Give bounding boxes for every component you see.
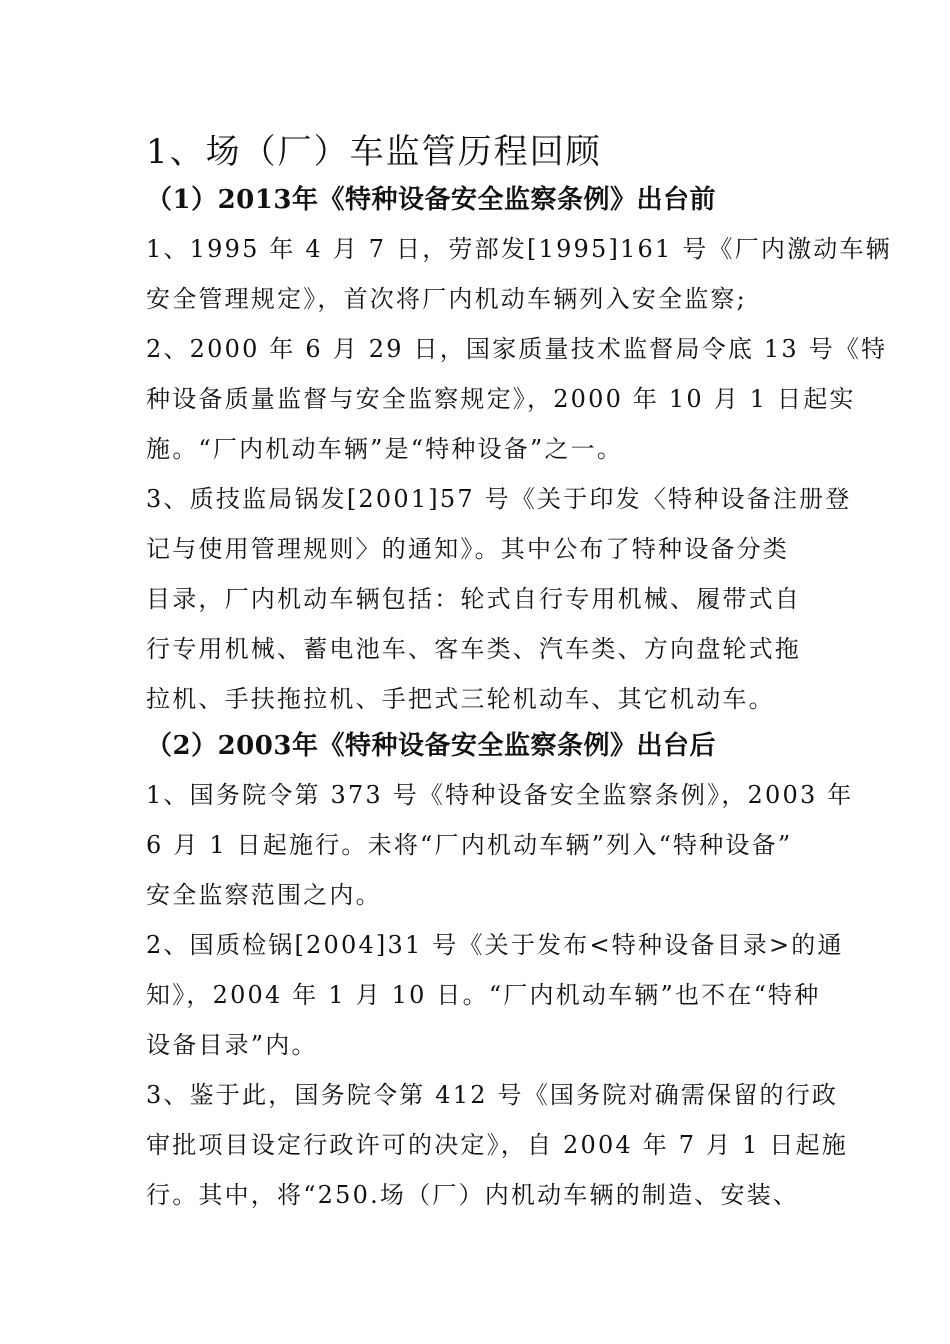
document-body [146,128,892,1220]
text-line: 目录，厂内机动车辆包括：轮式自行专用机械、履带式自 [146,585,801,613]
text-line: 施。“厂内机动车辆”是“特种设备”之一。 [146,435,624,463]
text-line: 拉机、手扶拖拉机、手把式三轮机动车、其它机动车。 [146,685,775,713]
paragraph-2-1 [146,770,854,920]
text-line: 安全监察范围之内。 [146,881,382,909]
text-line: 2、国质检锅[2004]31 号《关于发布<特种设备目录>的通 [146,931,844,959]
text-line: 知》，2004 年 1 月 10 日。“厂内机动车辆”也不在“特种 [146,981,821,1009]
text-line: 审批项目设定行政许可的决定》，自 2004 年 7 月 1 日起施 [146,1131,848,1159]
section-heading-2: （2）2003年《特种设备安全监察条例》出台后 [146,731,716,761]
text-line: 行。其中，将“250.场（厂）内机动车辆的制造、安装、 [146,1181,800,1209]
text-line: 2、2000 年 6 月 29 日，国家质量技术监督局令底 13 号《特 [146,335,888,363]
text-line: 设备目录”内。 [146,1031,318,1059]
text-line: 1、国务院令第 373 号《特种设备安全监察条例》，2003 年 [146,781,854,809]
text-line: 3、鉴于此，国务院令第 412 号《国务院对确需保留的行政 [146,1081,839,1109]
paragraph-2-2 [146,920,844,1070]
text-line: 安全管理规定》，首次将厂内机动车辆列入安全监察; [146,285,747,313]
text-line: 3、质技监局锅发[2001]57 号《关于印发〈特种设备注册登 [146,485,852,513]
paragraph-2-3 [146,1070,848,1220]
document-title: 1、场（厂）车监管历程回顾 [146,132,602,172]
paragraph-1-2 [146,324,888,474]
paragraph-1-1 [146,224,892,324]
text-line: 1、1995 年 4 月 7 日，劳部发[1995]161 号《厂内激动车辆 [146,235,892,263]
text-line: 记与使用管理规则〉的通知》。其中公布了特种设备分类 [146,535,789,563]
text-line: 种设备质量监督与安全监察规定》，2000 年 10 月 1 日起实 [146,385,856,413]
section-heading-1: （1）2013年《特种设备安全监察条例》出台前 [146,185,716,215]
text-line: 行专用机械、蓄电池车、客车类、汽车类、方向盘轮式拖 [146,635,801,663]
text-line: 6 月 1 日起施行。未将“厂内机动车辆”列入“特种设备” [146,831,793,859]
paragraph-1-3 [146,474,852,724]
